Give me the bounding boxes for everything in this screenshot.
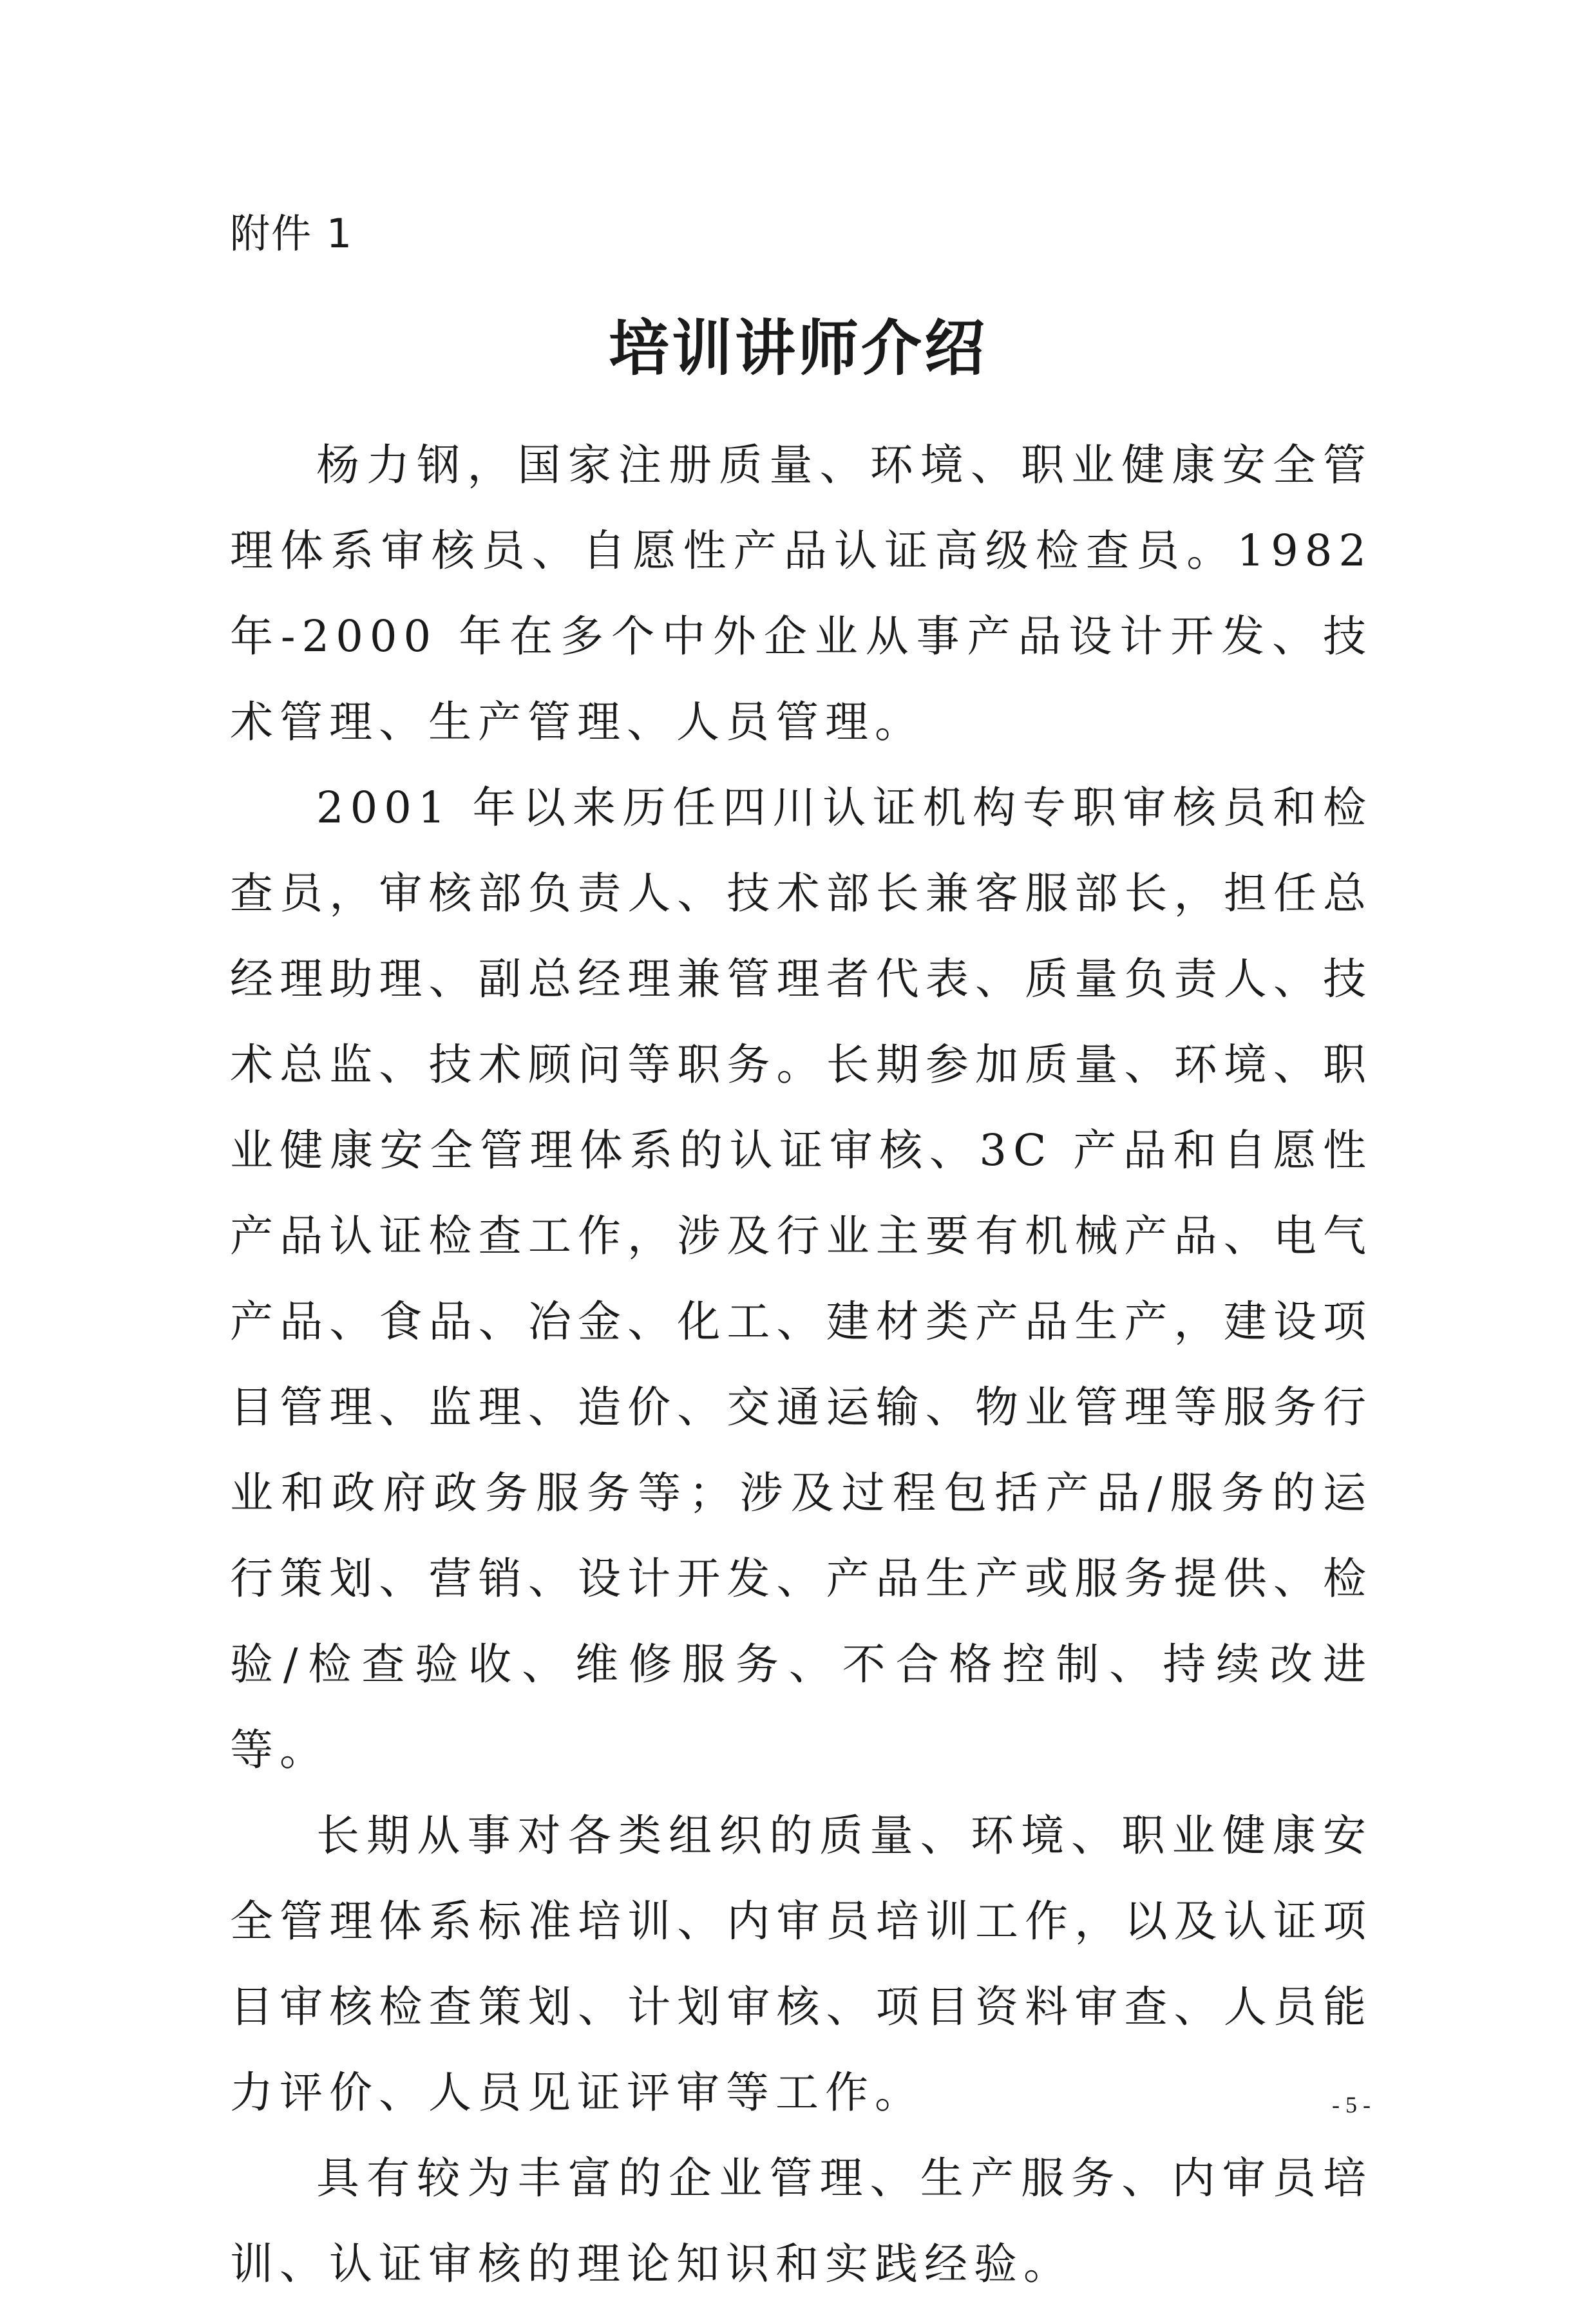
- paragraph-training: 长期从事对各类组织的质量、环境、职业健康安全管理体系标准培训、内审员培训工作，以及认证项目审核检查策划、计划审核、项目资料审查、人员能力评价、人员见证评审等工作。: [230, 1810, 1373, 2118]
- document-title: 培训讲师介绍: [608, 314, 987, 384]
- attachment-label: 附件 1: [230, 210, 354, 257]
- paragraph-career: 2001 年以来历任四川认证机构专职审核员和检查员，审核部负责人、技术部长兼客服部长，担任总经理助理、副总经理兼管理者代表、质量负责人、技术总监、技术顾问等职务。长期参加质量、环境、职业健康安全管理体系的认证审核、3C 产品和自愿性产品认证检查工作，涉及行业主要有机械产品、电气产品、食品、冶金、化工、建材类产品生产，建设项目管理、监理、造价、交通运输、物业管理等服务行业和政府政务服务等；涉及过程包括产品/服务的运行策划、营销、设计开发、产品生产或服务提供、检验/检查验收、维修服务、不合格控制、持续改进等。: [230, 783, 1373, 1775]
- page-number: - 5 -: [1332, 2092, 1371, 2118]
- paragraph-introduction: 杨力钢，国家注册质量、环境、职业健康安全管理体系审核员、自愿性产品认证高级检查员。1982 年-2000 年在多个中外企业从事产品设计开发、技术管理、生产管理、人员管理。: [230, 440, 1373, 747]
- document-body: [230, 422, 1373, 2307]
- paragraph-experience: 具有较为丰富的企业管理、生产服务、内审员培训、认证审核的理论知识和实践经验。: [230, 2153, 1373, 2289]
